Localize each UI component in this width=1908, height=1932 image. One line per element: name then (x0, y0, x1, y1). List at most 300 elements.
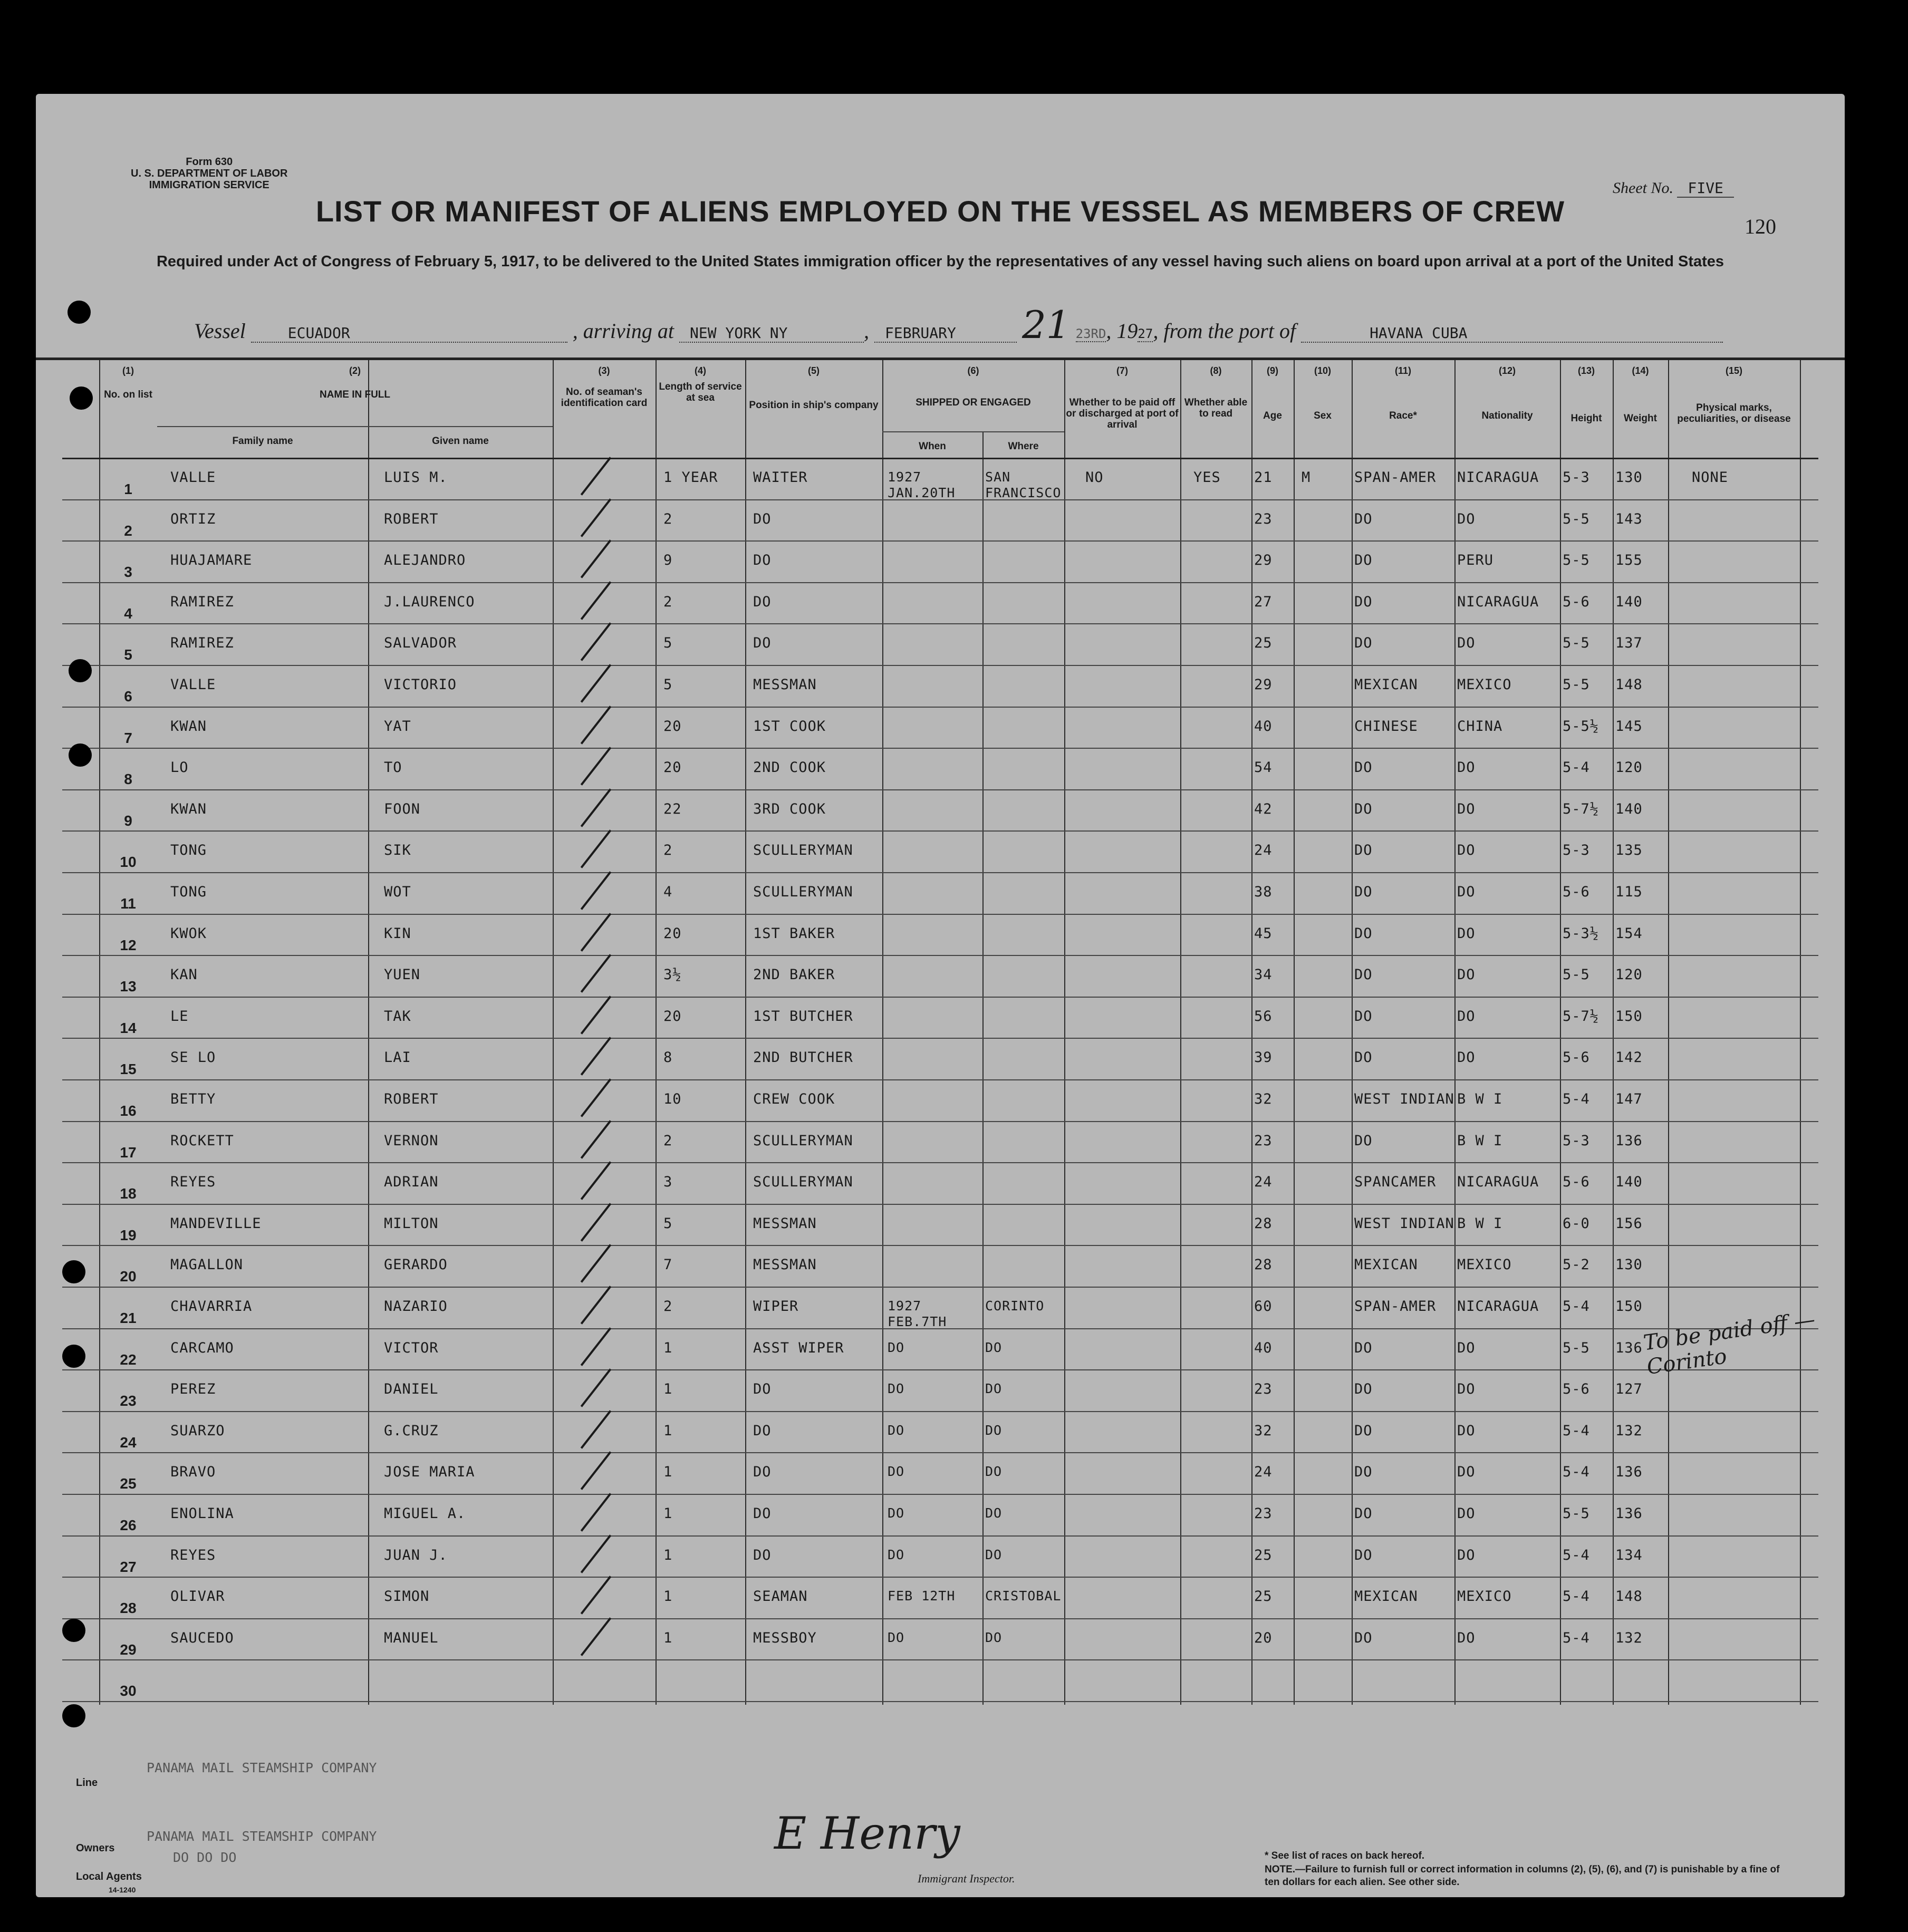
row-rule (62, 1452, 1818, 1453)
year-suffix: 27 (1138, 326, 1153, 341)
row-rule (62, 789, 1818, 790)
position: 2ND BUTCHER (753, 1049, 853, 1066)
age: 28 (1254, 1257, 1273, 1273)
punch-hole (62, 1345, 85, 1368)
length-of-service: 2 (663, 510, 673, 527)
length-of-service: 5 (663, 677, 673, 693)
position: CREW COOK (753, 1091, 835, 1107)
race: DO (1354, 1381, 1373, 1398)
race: SPANCAMER (1354, 1174, 1437, 1191)
length-of-service: 1 (663, 1588, 673, 1605)
nationality: DO (1457, 635, 1476, 652)
column-divider (1454, 360, 1456, 1705)
nationality: DO (1457, 510, 1476, 527)
family-name: HUAJAMARE (170, 552, 253, 569)
height: 5-5 (1563, 552, 1590, 569)
column-divider (745, 360, 746, 1705)
length-of-service: 2 (663, 842, 673, 859)
header-age: Age (1263, 410, 1282, 421)
age: 38 (1254, 884, 1273, 900)
given-name: J.LAURENCO (384, 593, 475, 610)
given-name: TAK (384, 1008, 411, 1025)
position: SCULLERYMAN (753, 1174, 853, 1191)
header-id-card: No. of seaman's identification card (561, 387, 648, 409)
family-name: LO (170, 759, 189, 776)
given-name: G.CRUZ (384, 1422, 439, 1439)
row-number: 1 (124, 481, 132, 497)
page-title: LIST OR MANIFEST OF ALIENS EMPLOYED ON THE VESSEL AS MEMBERS OF CREW (315, 195, 1565, 228)
weight: 134 (1615, 1547, 1643, 1563)
given-name: JUAN J. (384, 1547, 448, 1563)
height: 5-4 (1563, 1422, 1590, 1439)
row-number: 22 (120, 1351, 137, 1368)
race: DO (1354, 552, 1373, 569)
weight: 135 (1615, 842, 1643, 859)
height: 5-4 (1563, 1588, 1590, 1605)
nationality: DO (1457, 1422, 1476, 1439)
punch-hole (69, 659, 92, 682)
position: 1ST COOK (753, 718, 826, 735)
row-rule (62, 623, 1818, 624)
column-divider (1180, 360, 1181, 1705)
from-port: HAVANA CUBA (1301, 324, 1723, 343)
line-value: PANAMA MAIL STEAMSHIP COMPANY (147, 1760, 377, 1775)
given-name: VICTORIO (384, 677, 457, 693)
given-name: TO (384, 759, 402, 776)
age: 42 (1254, 800, 1273, 817)
row-number: 13 (120, 978, 137, 995)
family-name: PEREZ (170, 1381, 216, 1398)
height: 5-3 (1563, 1132, 1590, 1149)
length-of-service: 20 (663, 759, 682, 776)
age: 28 (1254, 1215, 1273, 1232)
length-of-service: 3½ (663, 967, 682, 983)
shipped-when: DO (888, 1547, 905, 1562)
row-rule (62, 1411, 1818, 1412)
shipped-when: DO (888, 1381, 905, 1397)
row-rule (62, 1287, 1818, 1288)
age: 27 (1254, 593, 1273, 610)
position: ASST WIPER (753, 1339, 844, 1356)
length-of-service: 5 (663, 1215, 673, 1232)
shipped-where: CRISTOBAL (985, 1588, 1062, 1604)
race: DO (1354, 1547, 1373, 1563)
weight: 132 (1615, 1629, 1643, 1646)
age: 32 (1254, 1422, 1273, 1439)
row-number: 5 (124, 646, 132, 663)
column-divider (656, 360, 657, 1705)
family-name: LE (170, 1008, 189, 1025)
nationality: NICARAGUA (1457, 593, 1539, 610)
from-label: , from the port of (1153, 319, 1296, 343)
arrival-day-handwritten: 21 (1022, 303, 1071, 347)
owners-label: Owners (76, 1842, 115, 1854)
row-rule (62, 748, 1818, 749)
id-check-mark (581, 1286, 612, 1324)
shipped-when: 1927 FEB.7TH (888, 1298, 947, 1329)
nationality: DO (1457, 759, 1476, 776)
height: 5-4 (1563, 1629, 1590, 1646)
row-number: 11 (120, 895, 136, 912)
race: DO (1354, 1505, 1373, 1522)
position: DO (753, 593, 772, 610)
id-check-mark (581, 623, 612, 661)
manifest-sheet (36, 94, 1845, 1897)
header-height: Height (1570, 413, 1602, 424)
nationality: MEXICO (1457, 677, 1512, 693)
length-of-service: 2 (663, 1132, 673, 1149)
sex: M (1302, 469, 1311, 486)
column-divider (1294, 360, 1295, 1705)
row-number: 26 (120, 1517, 137, 1533)
race: MEXICAN (1354, 677, 1418, 693)
age: 60 (1254, 1298, 1273, 1315)
age: 40 (1254, 718, 1273, 735)
row-rule (62, 1038, 1818, 1039)
column-number: (15) (1725, 365, 1742, 376)
punch-hole (62, 1260, 85, 1283)
family-name: BETTY (170, 1091, 216, 1107)
row-rule (62, 707, 1818, 708)
race: DO (1354, 1422, 1373, 1439)
weight: 150 (1615, 1008, 1643, 1025)
row-number: 6 (124, 688, 132, 704)
family-name: TONG (170, 842, 207, 859)
height: 5-5 (1563, 635, 1590, 652)
column-divider (1251, 360, 1252, 1705)
row-rule (62, 955, 1818, 956)
age: 23 (1254, 1505, 1273, 1522)
position: MESSMAN (753, 1215, 817, 1232)
id-check-mark (581, 1037, 612, 1076)
height: 5-5 (1563, 510, 1590, 527)
weight: 127 (1615, 1381, 1643, 1398)
row-number: 19 (120, 1226, 137, 1243)
length-of-service: 1 (663, 1629, 673, 1646)
weight: 145 (1615, 718, 1643, 735)
family-name: ENOLINA (170, 1505, 234, 1522)
given-name: LUIS M. (384, 469, 448, 486)
nationality: DO (1457, 884, 1476, 900)
given-name: MILTON (384, 1215, 439, 1232)
weight: 156 (1615, 1215, 1643, 1232)
length-of-service: 1 (663, 1464, 673, 1481)
row-number: 10 (120, 854, 137, 871)
id-check-mark (581, 706, 612, 744)
length-of-service: 7 (663, 1257, 673, 1273)
header-race: Race* (1389, 410, 1417, 421)
family-name: ROCKETT (170, 1132, 234, 1149)
position: DO (753, 552, 772, 569)
position: DO (753, 1505, 772, 1522)
row-rule (62, 1659, 1818, 1660)
race: DO (1354, 1629, 1373, 1646)
column-divider (1064, 360, 1065, 1705)
length-of-service: 8 (663, 1049, 673, 1066)
nationality: CHINA (1457, 718, 1503, 735)
id-check-mark (581, 1410, 612, 1448)
inspector-label: Immigrant Inspector. (918, 1872, 1015, 1885)
voyage-line: Vessel ECUADOR , arriving at NEW YORK NY , FEBRUARY 21 23RD, 1927, from the port of HAVANA CUBA (194, 303, 1723, 347)
shipped-when: 1927 JAN.20TH (888, 469, 956, 500)
height: 5-6 (1563, 1049, 1590, 1066)
position: 2ND BAKER (753, 967, 835, 983)
given-name: SALVADOR (384, 635, 457, 652)
physical-marks: NONE (1692, 469, 1729, 486)
row-rule (62, 872, 1818, 873)
id-check-mark (581, 1327, 612, 1366)
shipped-where: SAN FRANCISCO (985, 469, 1062, 500)
nationality: B W I (1457, 1215, 1503, 1232)
length-of-service: 1 (663, 1422, 673, 1439)
family-name: MAGALLON (170, 1257, 244, 1273)
weight: 136 (1615, 1339, 1643, 1356)
family-name: ORTIZ (170, 510, 216, 527)
position: WIPER (753, 1298, 799, 1315)
family-name: SAUCEDO (170, 1629, 234, 1646)
weight: 136 (1615, 1505, 1643, 1522)
age: 23 (1254, 510, 1273, 527)
race: DO (1354, 1008, 1373, 1025)
row-number: 7 (124, 729, 132, 746)
family-name: BRAVO (170, 1464, 216, 1481)
shipped-where: DO (985, 1464, 1003, 1480)
height: 5-3 (1563, 842, 1590, 859)
age: 39 (1254, 1049, 1273, 1066)
shipped-subheader-rule (882, 431, 1064, 432)
given-name: YAT (384, 718, 411, 735)
race: DO (1354, 1132, 1373, 1149)
given-name: WOT (384, 884, 411, 900)
weight: 140 (1615, 593, 1643, 610)
given-name: GERARDO (384, 1257, 448, 1273)
header-when: When (919, 441, 946, 452)
id-check-mark (581, 1452, 612, 1490)
row-number: 2 (124, 522, 132, 539)
position: 1ST BUTCHER (753, 1008, 853, 1025)
position: SEAMAN (753, 1588, 808, 1605)
nationality: B W I (1457, 1091, 1503, 1107)
position: SCULLERYMAN (753, 884, 853, 900)
family-name: VALLE (170, 469, 216, 486)
row-number: 15 (120, 1061, 137, 1078)
length-of-service: 5 (663, 635, 673, 652)
row-rule (62, 665, 1818, 666)
punch-hole (62, 1704, 85, 1727)
weight: 154 (1615, 925, 1643, 942)
given-name: MANUEL (384, 1629, 439, 1646)
agents-label: Local Agents (76, 1871, 142, 1882)
row-number: 8 (124, 771, 132, 788)
nationality: PERU (1457, 552, 1494, 569)
given-name: JOSE MARIA (384, 1464, 475, 1481)
column-divider (1352, 360, 1353, 1705)
header-paid-off: Whether to be paid off or discharged at port of arrival (1066, 397, 1179, 430)
race: MEXICAN (1354, 1588, 1418, 1605)
row-rule (62, 1369, 1818, 1370)
height: 5-7½ (1563, 800, 1599, 817)
arrival-day-typed: 23RD (1075, 326, 1106, 341)
id-check-mark (581, 457, 612, 495)
sheet-value: FIVE (1677, 179, 1733, 198)
length-of-service: 1 (663, 1547, 673, 1563)
row-rule (62, 914, 1818, 915)
nationality: NICARAGUA (1457, 469, 1539, 486)
height: 5-2 (1563, 1257, 1590, 1273)
age: 20 (1254, 1629, 1273, 1646)
id-check-mark (581, 954, 612, 992)
weight: 148 (1615, 677, 1643, 693)
race: DO (1354, 510, 1373, 527)
column-number: (10) (1314, 365, 1331, 376)
family-name: KWAN (170, 800, 207, 817)
age: 40 (1254, 1339, 1273, 1356)
page-subtitle: Required under Act of Congress of February 5, 1917, to be delivered to the United States immigration officer by the representatives of any vessel having such aliens on board upon arrival at a port of the United States (156, 253, 1724, 270)
header-family-name: Family name (232, 436, 293, 447)
nationality: DO (1457, 1339, 1476, 1356)
length-of-service: 20 (663, 1008, 682, 1025)
row-number: 9 (124, 812, 132, 829)
height: 5-6 (1563, 1381, 1590, 1398)
row-number: 21 (120, 1310, 137, 1326)
length-of-service: 20 (663, 718, 682, 735)
row-number: 17 (120, 1144, 137, 1161)
given-name: MIGUEL A. (384, 1505, 466, 1522)
race: DO (1354, 1339, 1373, 1356)
row-rule (62, 540, 1818, 542)
race: DO (1354, 884, 1373, 900)
family-name: KWOK (170, 925, 207, 942)
given-name: LAI (384, 1049, 411, 1066)
vessel-name: ECUADOR (251, 324, 567, 343)
year-prefix: 19 (1116, 319, 1138, 343)
column-number: (2) (349, 365, 361, 376)
line-label: Line (76, 1777, 98, 1789)
arriving-label: , arriving at (572, 319, 674, 343)
row-rule (62, 997, 1818, 998)
header-position: Position in ship's company (749, 400, 879, 411)
given-name: ADRIAN (384, 1174, 439, 1191)
form-code: 14-1240 (109, 1886, 136, 1894)
nationality: DO (1457, 1008, 1476, 1025)
race: SPAN-AMER (1354, 469, 1437, 486)
given-name: NAZARIO (384, 1298, 448, 1315)
row-number: 27 (120, 1558, 137, 1575)
column-number: (5) (808, 365, 820, 376)
height: 5-4 (1563, 1091, 1590, 1107)
row-number: 18 (120, 1185, 137, 1202)
family-name: KWAN (170, 718, 207, 735)
name-subheader-rule (157, 426, 553, 427)
row-rule (62, 1245, 1818, 1246)
age: 23 (1254, 1381, 1273, 1398)
race: CHINESE (1354, 718, 1418, 735)
row-number: 20 (120, 1268, 137, 1285)
age: 34 (1254, 967, 1273, 983)
height: 5-5 (1563, 1505, 1590, 1522)
race: DO (1354, 1464, 1373, 1481)
nationality: DO (1457, 1049, 1476, 1066)
race: DO (1354, 1049, 1373, 1066)
column-divider (1560, 360, 1561, 1705)
position: DO (753, 1381, 772, 1398)
height: 5-5 (1563, 1339, 1590, 1356)
row-rule (62, 582, 1818, 583)
position: DO (753, 635, 772, 652)
shipped-where: DO (985, 1505, 1003, 1521)
nationality: DO (1457, 1464, 1476, 1481)
id-check-mark (581, 1161, 612, 1200)
nationality: NICARAGUA (1457, 1298, 1539, 1315)
height: 5-4 (1563, 1547, 1590, 1563)
header-bottom-rule (62, 458, 1818, 459)
header-given-name: Given name (432, 436, 489, 447)
position: 2ND COOK (753, 759, 826, 776)
weight: 136 (1615, 1464, 1643, 1481)
id-check-mark (581, 1203, 612, 1241)
row-number: 16 (120, 1103, 137, 1119)
column-divider (882, 360, 883, 1705)
header-where: Where (1008, 441, 1039, 452)
column-divider (553, 360, 554, 1705)
weight: 148 (1615, 1588, 1643, 1605)
header-weight: Weight (1624, 413, 1657, 424)
id-check-mark (581, 830, 612, 868)
row-rule (62, 1535, 1818, 1537)
position: MESSMAN (753, 677, 817, 693)
race: DO (1354, 593, 1373, 610)
height: 5-6 (1563, 1174, 1590, 1191)
length-of-service: 2 (663, 593, 673, 610)
nationality: NICARAGUA (1457, 1174, 1539, 1191)
header-nationality: Nationality (1481, 410, 1533, 421)
column-number: (4) (695, 365, 706, 376)
id-check-mark (581, 747, 612, 785)
given-name: SIMON (384, 1588, 430, 1605)
race: SPAN-AMER (1354, 1298, 1437, 1315)
position: MESSBOY (753, 1629, 817, 1646)
shipped-where: DO (985, 1547, 1003, 1562)
race: MEXICAN (1354, 1257, 1418, 1273)
row-number: 30 (120, 1683, 137, 1699)
length-of-service: 20 (663, 925, 682, 942)
age: 24 (1254, 842, 1273, 859)
shipped-where: DO (985, 1339, 1003, 1355)
position: DO (753, 510, 772, 527)
column-number: (14) (1632, 365, 1649, 376)
height: 5-3 (1563, 469, 1590, 486)
age: 29 (1254, 677, 1273, 693)
family-name: TONG (170, 884, 207, 900)
family-name: CHAVARRIA (170, 1298, 253, 1315)
column-number: (13) (1577, 365, 1595, 376)
given-name: ROBERT (384, 1091, 439, 1107)
nationality: DO (1457, 967, 1476, 983)
shipped-when: DO (888, 1339, 905, 1355)
arrival-port: NEW YORK NY (679, 324, 864, 343)
age: 24 (1254, 1174, 1273, 1191)
position: DO (753, 1422, 772, 1439)
age: 21 (1254, 469, 1273, 486)
column-number: (3) (598, 365, 610, 376)
race: WEST INDIAN (1354, 1215, 1454, 1232)
id-check-mark (581, 539, 612, 578)
shipped-where: DO (985, 1381, 1003, 1397)
id-check-mark (581, 1493, 612, 1531)
row-number: 4 (124, 605, 132, 622)
given-name: SIK (384, 842, 411, 859)
length-of-service: 22 (663, 800, 682, 817)
